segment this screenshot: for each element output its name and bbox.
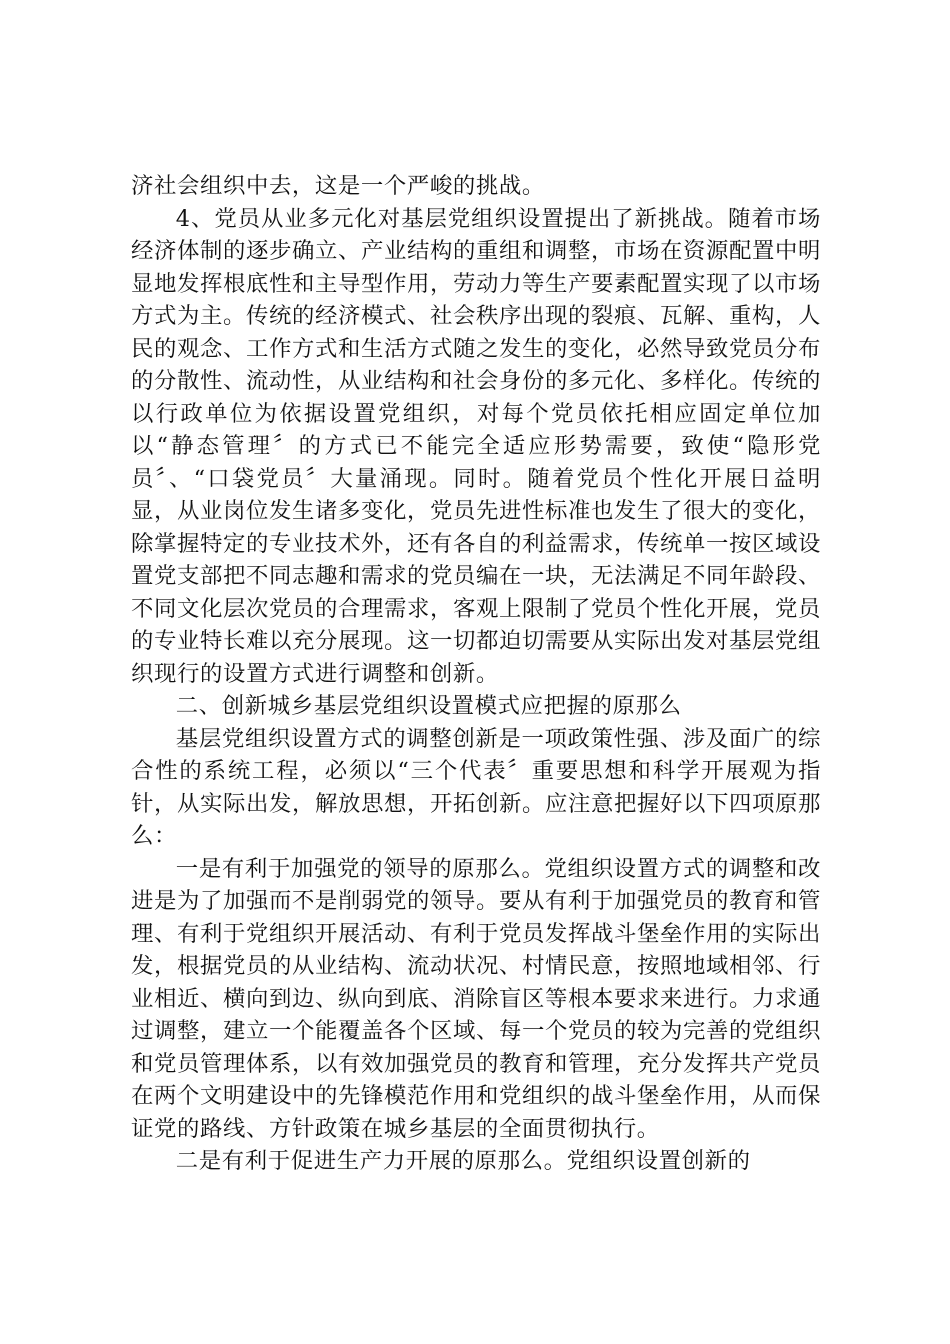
section-heading: 二、创新城乡基层党组织设置模式应把握的原那么 [175, 693, 682, 719]
paragraph-2: 4、党员从业多元化对基层党组织设置提出了新挑战。随着市场经济体制的逐步确立、产业结构的重组和调整，市场在资源配置中明显地发挥根底性和主导型作用，劳动力等生产要素配置实现了以市场方式为主。传统的经济模式、社会秩序出现的裂痕、瓦解、重构，人民的观念、工作方式和生活方式随之发生的变化，必然导致党员分布的分散性、流动性，从业结构和社会身份的多元化、多样化。传统的以行政单位为依据设置党组织，对每个党员依托相应固定单位加以“静态管理〞的方式已不能完全适应形势需要，致使“隐形党员〞、“口袋党员〞大量涌现。同时。随着党员个性化开展日益明显，从业岗位发生诸多变化，党员先进性标准也发生了很大的变化，除掌握特定的专业技术外，还有各自的利益需求，传统单一按区域设置党支部把不同志趣和需求的党员编在一块，无法满足不同年龄段、不同文化层次党员的合理需求，客观上限制了党员个性化开展，党员的专业特长难以充分展现。这一切都迫切需要从实际出发对基层党组织现行的设置方式进行调整和创新。 [131, 205, 821, 687]
document-page [131, 170, 821, 1178]
paragraph-5: 二是有利于促进生产力开展的原那么。党组织设置创新的 [175, 1148, 751, 1174]
paragraph-4: 一是有利于加强党的领导的原那么。党组织设置方式的调整和改进是为了加强而不是削弱党的领导。要从有利于加强党员的教育和管理、有利于党组织开展活动、有利于党员发挥战斗堡垒作用的实际出发，根据党员的从业结构、流动状况、村情民意，按照地域相邻、行业相近、横向到边、纵向到底、消除盲区等根本要求来进行。力求通过调整，建立一个能覆盖各个区域、每一个党员的较为完善的党组织和党员管理体系，以有效加强党员的教育和管理，充分发挥共产党员在两个文明建设中的先锋模范作用和党组织的战斗堡垒作用，从而保证党的路线、方针政策在城乡基层的全面贯彻执行。 [131, 855, 821, 1142]
paragraph-3: 基层党组织设置方式的调整创新是一项政策性强、涉及面广的综合性的系统工程，必须以“三个代表〞重要思想和科学开展观为指针，从实际出发，解放思想，开拓创新。应注意把握好以下四项原那么： [131, 725, 821, 849]
paragraph-1: 济社会组织中去，这是一个严峻的挑战。 [131, 173, 545, 199]
